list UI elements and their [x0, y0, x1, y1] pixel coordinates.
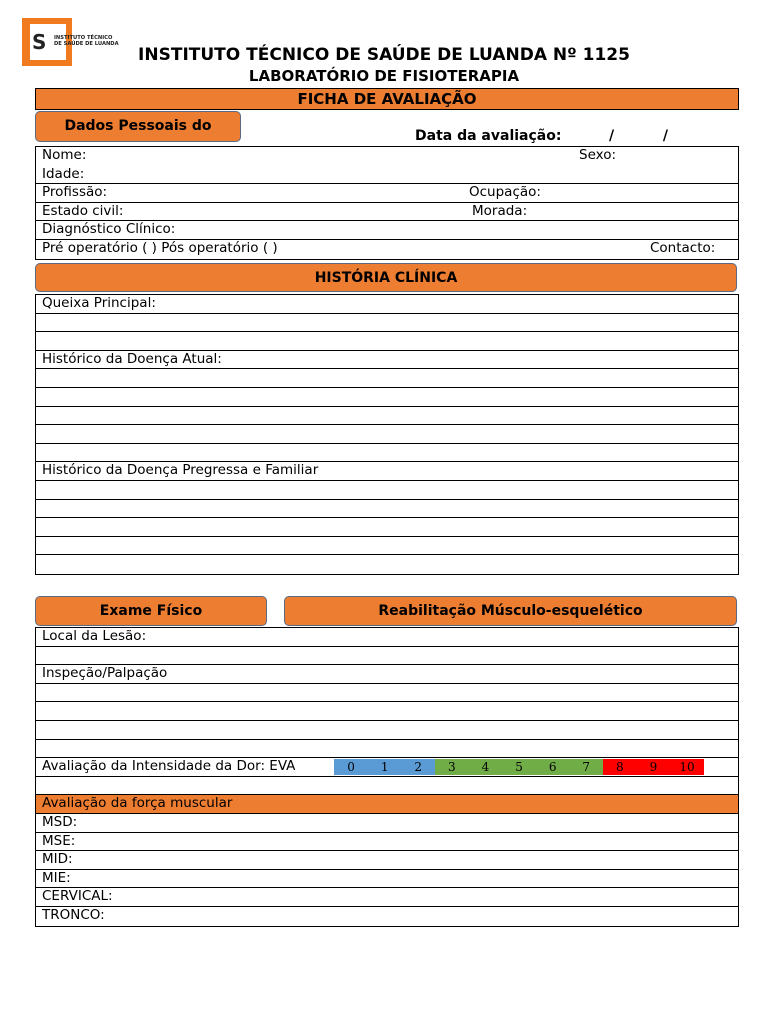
eva-value-8: 8	[603, 759, 637, 775]
forca-row: CERVICAL:	[36, 888, 738, 907]
section-historia-clinica: HISTÓRIA CLÍNICA	[35, 263, 737, 292]
row-diagnostico: Diagnóstico Clínico:	[36, 221, 738, 240]
inspecao-label: Inspeção/Palpação	[42, 665, 168, 682]
personal-data-table	[35, 146, 739, 260]
eva-label: Avaliação da Intensidade da Dor: EVA	[42, 758, 296, 775]
section-dados-pessoais: Dados Pessoais do	[35, 111, 241, 142]
exame-table	[35, 627, 739, 927]
eva-value-1: 1	[368, 759, 402, 775]
section-reabilitacao: Reabilitação Músculo-esquelético	[284, 596, 737, 626]
eva-pain-scale	[334, 759, 695, 775]
row-operatorio: Pré operatório ( ) Pós operatório ( ) Contacto:	[42, 239, 716, 256]
row-estado-civil: Estado civil: Morada:	[36, 203, 738, 222]
eva-value-3: 3	[435, 759, 469, 775]
row-idade: Idade:	[36, 166, 738, 185]
eva-value-10: 10	[670, 759, 704, 775]
forca-row: MIE:	[36, 870, 738, 889]
queixa-label: Queixa Principal:	[42, 295, 156, 311]
eva-value-4: 4	[468, 759, 502, 775]
local-lesao-label: Local da Lesão:	[42, 628, 147, 644]
eva-value-2: 2	[401, 759, 435, 775]
eva-value-5: 5	[502, 759, 536, 775]
eva-value-7: 7	[569, 759, 603, 775]
section-exame-fisico: Exame Físico	[35, 596, 267, 626]
form-title: FICHA DE AVALIAÇÃO	[35, 88, 739, 110]
doenca-atual-label: Histórico da Doença Atual:	[42, 350, 222, 367]
date-separators: / /	[609, 128, 668, 144]
forca-row: MID:	[36, 851, 738, 870]
logo-text-line2: DE SAÚDE DE LUANDA	[54, 41, 119, 47]
lab-subtitle: LABORATÓRIO DE FISIOTERAPIA	[248, 67, 520, 85]
forca-header-row	[36, 795, 738, 814]
date-label: Data da avaliação:	[415, 128, 562, 144]
eva-value-9: 9	[636, 759, 670, 775]
institute-logo: S INSTITUTO TÉCNICO DE SAÚDE DE LUANDA	[22, 18, 122, 68]
forca-row: MSE:	[36, 833, 738, 852]
row-nome: Nome: Sexo:	[42, 147, 617, 163]
historia-table	[35, 294, 739, 575]
forca-header: Avaliação da força muscular	[42, 795, 233, 812]
forca-row: TRONCO:	[42, 906, 105, 923]
logo-text-line1: INSTITUTO TÉCNICO	[54, 35, 113, 41]
eva-row	[36, 758, 738, 777]
institute-title: INSTITUTO TÉCNICO DE SAÚDE DE LUANDA Nº 1125	[138, 45, 630, 65]
eva-value-6: 6	[536, 759, 570, 775]
doenca-pregressa-label: Histórico da Doença Pregressa e Familiar	[42, 462, 319, 479]
forca-row: MSD:	[36, 814, 738, 833]
eva-value-0: 0	[334, 759, 368, 775]
row-profissao: Profissão: Ocupação:	[36, 184, 738, 203]
